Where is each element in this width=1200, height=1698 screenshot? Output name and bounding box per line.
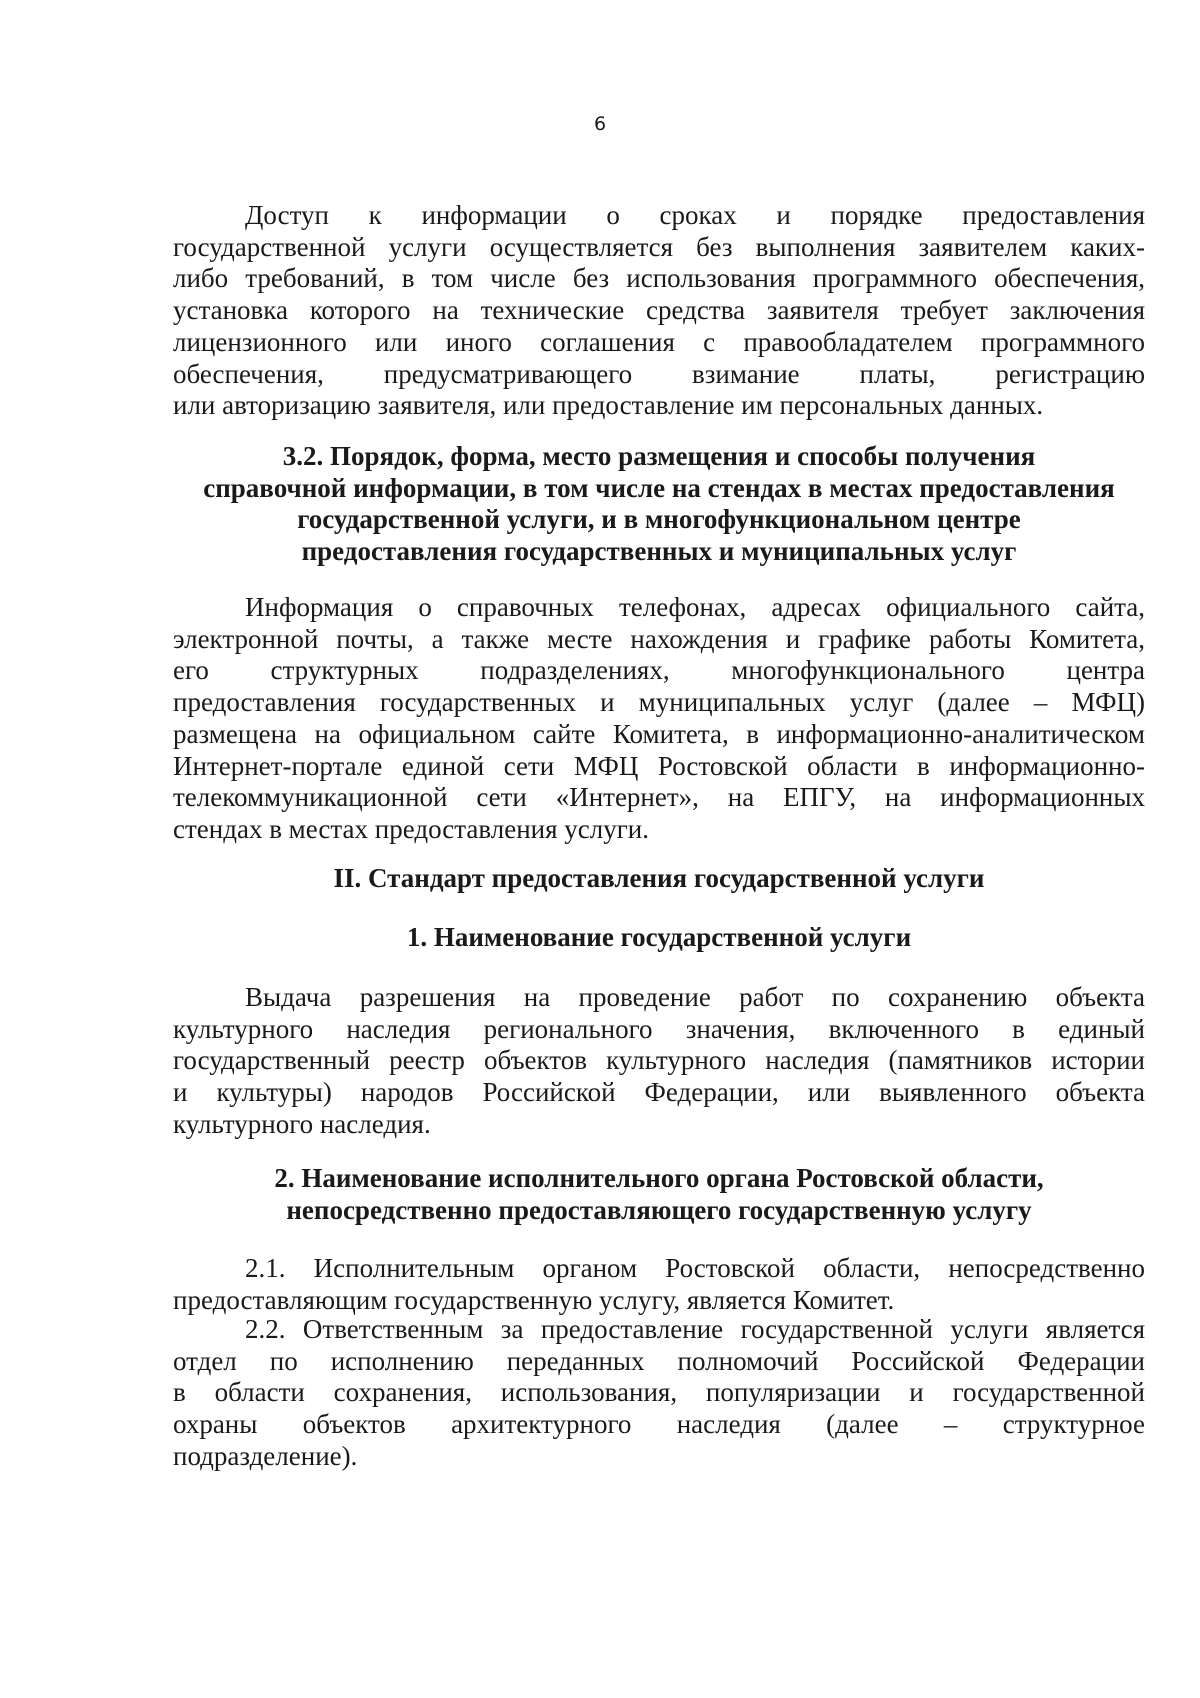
heading-line: 3.2. Порядок, форма, место размещения и способы получения xyxy=(282,441,1036,471)
text-line: Выдача разрешения на проведение работ по сохранению объекта xyxy=(245,982,1145,1012)
text-line: телекоммуникационной сети «Интернет», на ЕПГУ, на информационных xyxy=(173,782,1145,813)
text-line: Информация о справочных телефонах, адресах официального сайта, xyxy=(245,592,1145,622)
text-line: и культуры) народов Российской Федерации, или выявленного объекта xyxy=(173,1077,1145,1108)
text-line: лицензионного или иного соглашения с правообладателем программного xyxy=(173,326,1145,357)
heading-line: 2. Наименование исполнительного органа Ростовской области, xyxy=(274,1163,1044,1193)
page-number: 6 xyxy=(593,113,607,135)
heading-3-2 xyxy=(173,441,1145,568)
text-line: в области сохранения, использования, популяризации и государственной xyxy=(173,1377,1145,1408)
text-line: предоставления государственных и муниципальных услуг (далее – МФЦ) xyxy=(173,687,1145,718)
heading-line: II. Стандарт предоставления государственной услуги xyxy=(333,863,985,893)
paragraph-2-2 xyxy=(173,1314,1145,1473)
paragraph-2-1 xyxy=(173,1253,1145,1316)
text-line: государственной услуги осуществляется без выполнения заявителем каких- xyxy=(173,231,1145,262)
text-line: его структурных подразделениях, многофункционального центра xyxy=(173,655,1145,686)
text-line: 2.1. Исполнительным органом Ростовской области, непосредственно xyxy=(245,1253,1145,1283)
text-line: Интернет-портале единой сети МФЦ Ростовской области в информационно- xyxy=(173,750,1145,781)
text-line: установка которого на технические средства заявителя требует заключения xyxy=(173,295,1145,326)
paragraph-service-name xyxy=(173,982,1145,1141)
text-line: предоставляющим государственную услугу, является Комитет. xyxy=(173,1284,895,1315)
text-line: государственный реестр объектов культурного наследия (памятников истории xyxy=(173,1045,1145,1076)
text-line: подразделение). xyxy=(173,1440,358,1471)
text-line: 2.2. Ответственным за предоставление государственной услуги является xyxy=(245,1314,1145,1344)
text-line: либо требований, в том числе без использования программного обеспечения, xyxy=(173,263,1145,294)
text-line: охраны объектов архитектурного наследия (далее – структурное xyxy=(173,1409,1145,1440)
paragraph-access-info xyxy=(173,200,1145,422)
text-line: культурного наследия. xyxy=(173,1108,431,1139)
heading-line: предоставления государственных и муниципальных услуг xyxy=(301,536,1017,567)
text-line: стендах в местах предоставления услуги. xyxy=(173,813,650,844)
paragraph-reference-info xyxy=(173,592,1145,846)
heading-2 xyxy=(173,1163,1145,1226)
heading-line: непосредственно предоставляющего государственную услугу xyxy=(286,1194,1032,1225)
text-line: Доступ к информации о сроках и порядке предоставления xyxy=(245,200,1145,230)
heading-1 xyxy=(173,922,1145,954)
text-line: или авторизацию заявителя, или предоставление им персональных данных. xyxy=(173,390,1044,421)
text-line: культурного наследия регионального значения, включенного в единый xyxy=(173,1013,1145,1044)
text-line: размещена на официальном сайте Комитета, в информационно-аналитическом xyxy=(173,718,1145,749)
heading-line: государственной услуги, и в многофункциональном центре xyxy=(297,504,1021,535)
heading-line: справочной информации, в том числе на стендах в местах предоставления xyxy=(203,472,1115,503)
text-line: отдел по исполнению переданных полномочий Российской Федерации xyxy=(173,1345,1145,1376)
heading-section-2 xyxy=(173,863,1145,895)
text-line: обеспечения, предусматривающего взимание платы, регистрацию xyxy=(173,358,1145,389)
heading-line: 1. Наименование государственной услуги xyxy=(406,922,912,952)
text-line: электронной почты, а также месте нахождения и графике работы Комитета, xyxy=(173,623,1145,654)
